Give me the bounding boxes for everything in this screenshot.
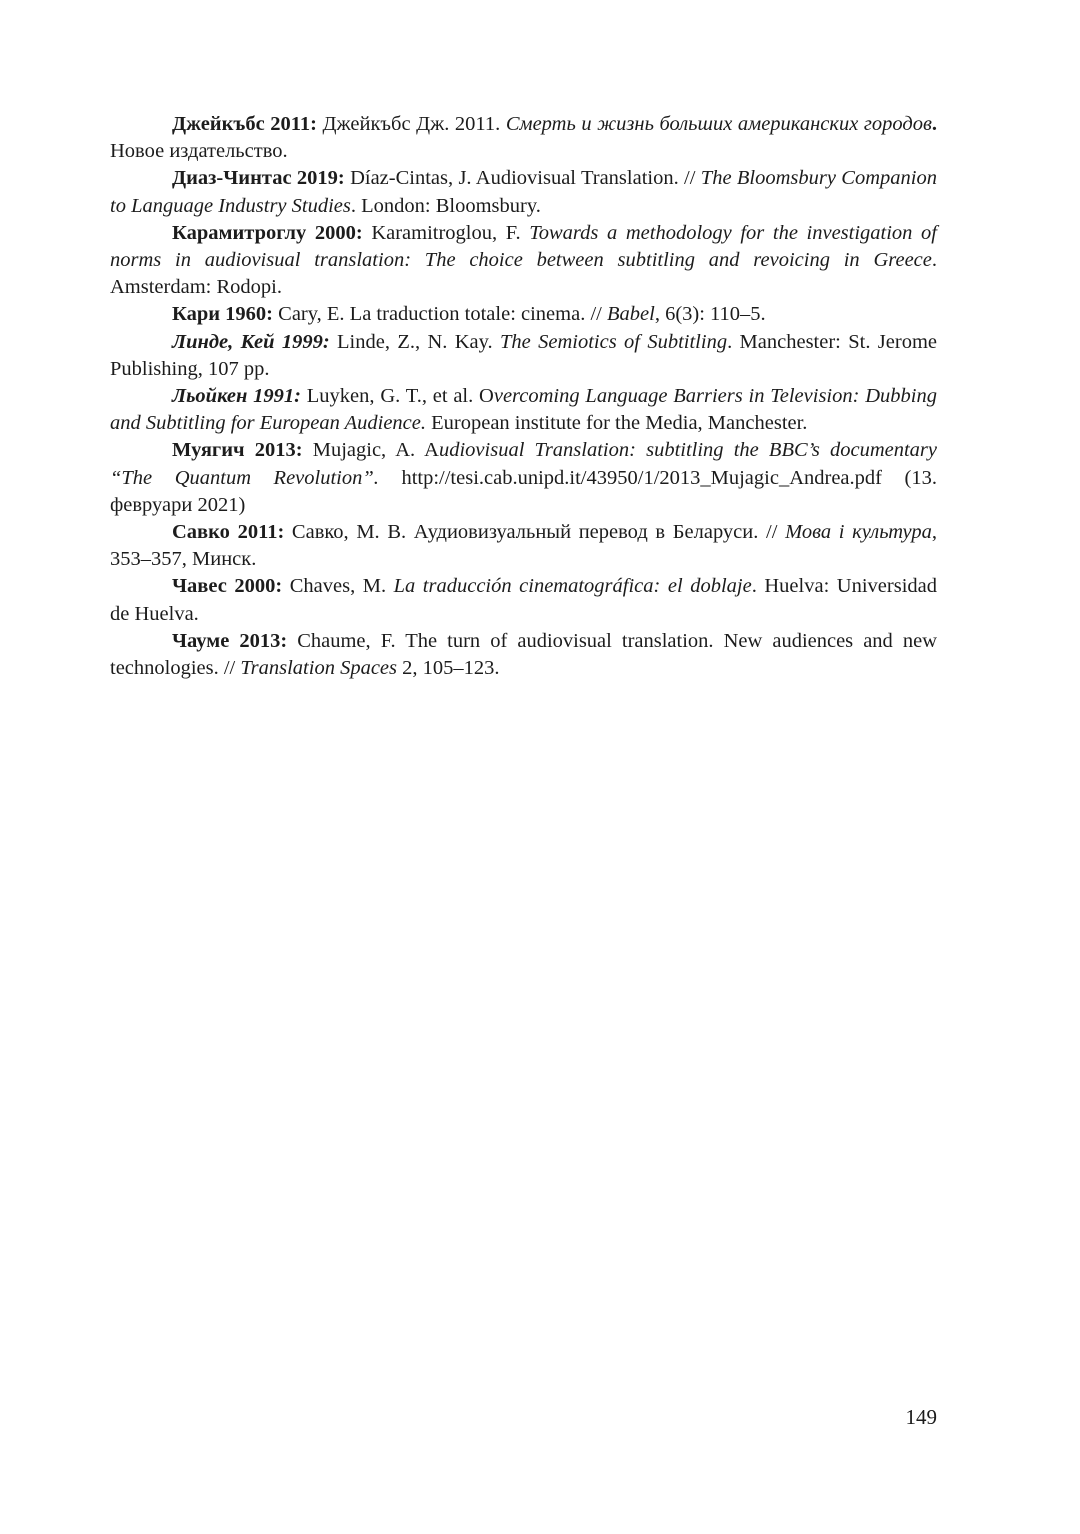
reference-title: Towards a methodology for the investigation of norms in audiovisual translation: The choice between subtitling and revoicing in Greece [110, 221, 937, 272]
reference-entry [110, 165, 937, 219]
reference-title: Мова і культура [785, 521, 932, 544]
reference-text: Díaz-Cintas, J. Audiovisual Translation. // [344, 167, 701, 190]
reference-label: Чауме 2013: [172, 629, 288, 652]
reference-title: La traducción cinematográfica: el doblaje [393, 575, 752, 598]
reference-title: The Bloomsbury Companion to Language Industry Studies [110, 167, 937, 217]
reference-text: Cary, E. La traduction totale: cinema. // [273, 303, 607, 326]
reference-entry [110, 573, 937, 627]
reference-label: Чавес 2000: [172, 575, 283, 598]
reference-label: Джейкъбс 2011: [172, 113, 317, 135]
reference-text: Mujagic, A. A [302, 439, 439, 462]
reference-entry [110, 220, 937, 302]
reference-label: Муягич 2013: [172, 439, 303, 462]
reference-list [110, 111, 937, 682]
reference-text: . London: Bloomsbury. [350, 194, 541, 217]
reference-entry [110, 329, 937, 383]
reference-text: Савко, М. В. Аудиовизуальный перевод в Беларуси. // [284, 521, 786, 544]
reference-entry [110, 111, 937, 165]
reference-text: European institute for the Media, Manchester. [426, 412, 808, 435]
reference-text: Chaves, M. [282, 575, 394, 598]
reference-text: . Huelva: Universidad de Huelva. [110, 575, 938, 625]
reference-text: 2, 105–123. [397, 657, 500, 680]
reference-title: The Semiotics of Subtitling [500, 330, 728, 353]
reference-label: Льойкен 1991: [172, 385, 301, 408]
reference-title: Translation Spaces [240, 657, 398, 680]
reference-title: udiovisual Translation: subtitling the BBC’s documentary “The Quantum Revolution”. [110, 439, 937, 489]
reference-label: Диаз-Чинтас 2019: [172, 167, 345, 190]
reference-text: Chaume, F. The turn of audiovisual translation. New audiences and new technologies. // [110, 629, 937, 680]
reference-entry [110, 383, 937, 437]
reference-text: Linde, Z., N. Kay. [329, 330, 501, 353]
reference-entry [110, 519, 937, 573]
page-number: 149 [905, 1405, 937, 1429]
reference-text: , 6(3): 110–5. [654, 303, 766, 326]
reference-text: Luyken, G. T., et al. O [300, 385, 494, 408]
reference-title: vercoming Language Barriers in Television: Dubbing and Subtitling for European Audience. [110, 385, 938, 435]
reference-entry [110, 628, 937, 682]
reference-text: . Amsterdam: Rodopi. [110, 249, 937, 299]
reference-text: , 353–357, Минск. [110, 521, 938, 571]
reference-title: Babel [606, 303, 655, 326]
reference-text: http://tesi.cab.unipd.it/43950/1/2013_Mujagic_Andrea.​pdf (13. февруари 2021) [110, 466, 937, 516]
reference-text: . Manchester: St. Jerome Publishing, 107 pp. [110, 330, 937, 380]
reference-text: Новое издательство. [110, 140, 288, 163]
reference-label: Линде, Кей 1999: [172, 330, 330, 353]
reference-text: . [931, 113, 938, 135]
reference-text: Karamitroglou, F. [362, 221, 530, 244]
reference-entry [110, 301, 937, 328]
reference-entry [110, 437, 937, 519]
reference-label: Савко 2011: [172, 521, 285, 544]
reference-label: Кари 1960: [172, 303, 274, 326]
reference-title: Смерть и жизнь больших американских городов [505, 113, 932, 135]
reference-text: Джейкъбс Дж. 2011. [316, 113, 506, 135]
reference-label: Карамитроглу 2000: [172, 221, 363, 244]
